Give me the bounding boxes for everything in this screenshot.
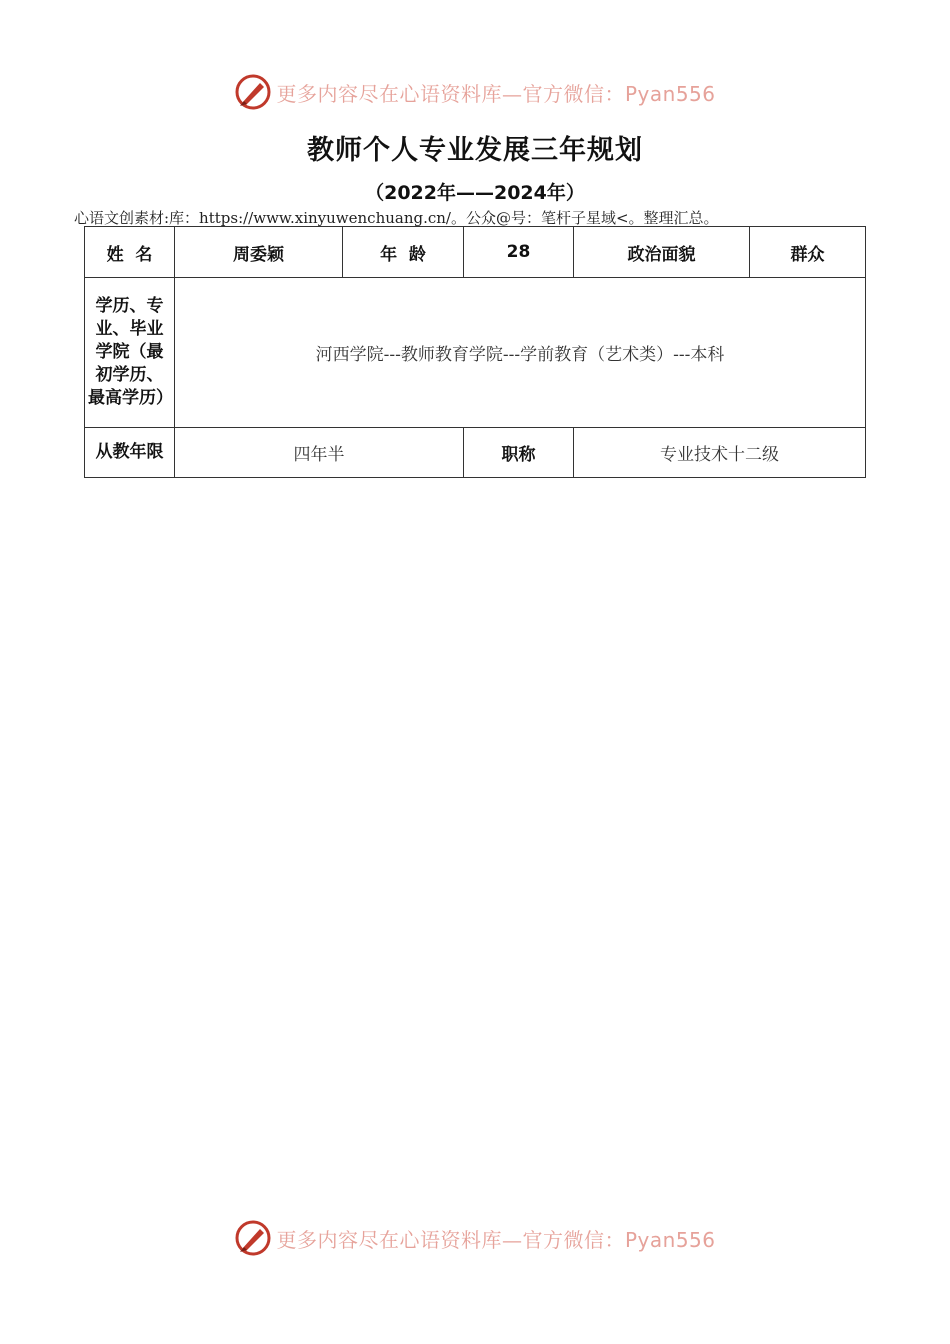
- watermark-id: Pyan556: [624, 81, 716, 106]
- education-label: 学历、专业、毕业学院（最初学历、最高学历）: [85, 278, 175, 428]
- source-line: 心语文创素材:库：https://www.xinyuwenchuang.cn/。公众@号：笔杆子星域<。整理汇总。: [74, 209, 719, 227]
- table-row: [85, 278, 866, 428]
- watermark-text: 更多内容尽在心语资料库—官方微信：: [276, 1227, 625, 1252]
- table-row: [85, 227, 866, 278]
- title-label: 职称: [464, 428, 574, 478]
- politics-value: 群众: [750, 227, 866, 278]
- title-value: 专业技术十二级: [574, 428, 866, 478]
- name-label: 姓 名: [85, 227, 175, 278]
- name-value: 周委颖: [175, 227, 343, 278]
- document-title: 教师个人专业发展三年规划: [307, 135, 643, 166]
- pen-logo-icon: [234, 73, 272, 111]
- document-subtitle: （2022年——2024年）: [365, 182, 585, 204]
- watermark-text: 更多内容尽在心语资料库—官方微信：: [276, 81, 625, 106]
- profile-table: [84, 226, 866, 478]
- watermark-id: Pyan556: [624, 1227, 716, 1252]
- age-label: 年 龄: [343, 227, 464, 278]
- teaching-years-label: 从教年限: [85, 428, 175, 478]
- table-row: [85, 428, 866, 478]
- watermark-footer: [0, 1216, 950, 1260]
- education-value: 河西学院---教师教育学院---学前教育（艺术类）---本科: [175, 278, 866, 428]
- age-value: 28: [464, 227, 574, 278]
- politics-label: 政治面貌: [574, 227, 750, 278]
- teaching-years-value: 四年半: [175, 428, 464, 478]
- pen-logo-icon: [234, 1219, 272, 1257]
- watermark-header: [0, 70, 950, 114]
